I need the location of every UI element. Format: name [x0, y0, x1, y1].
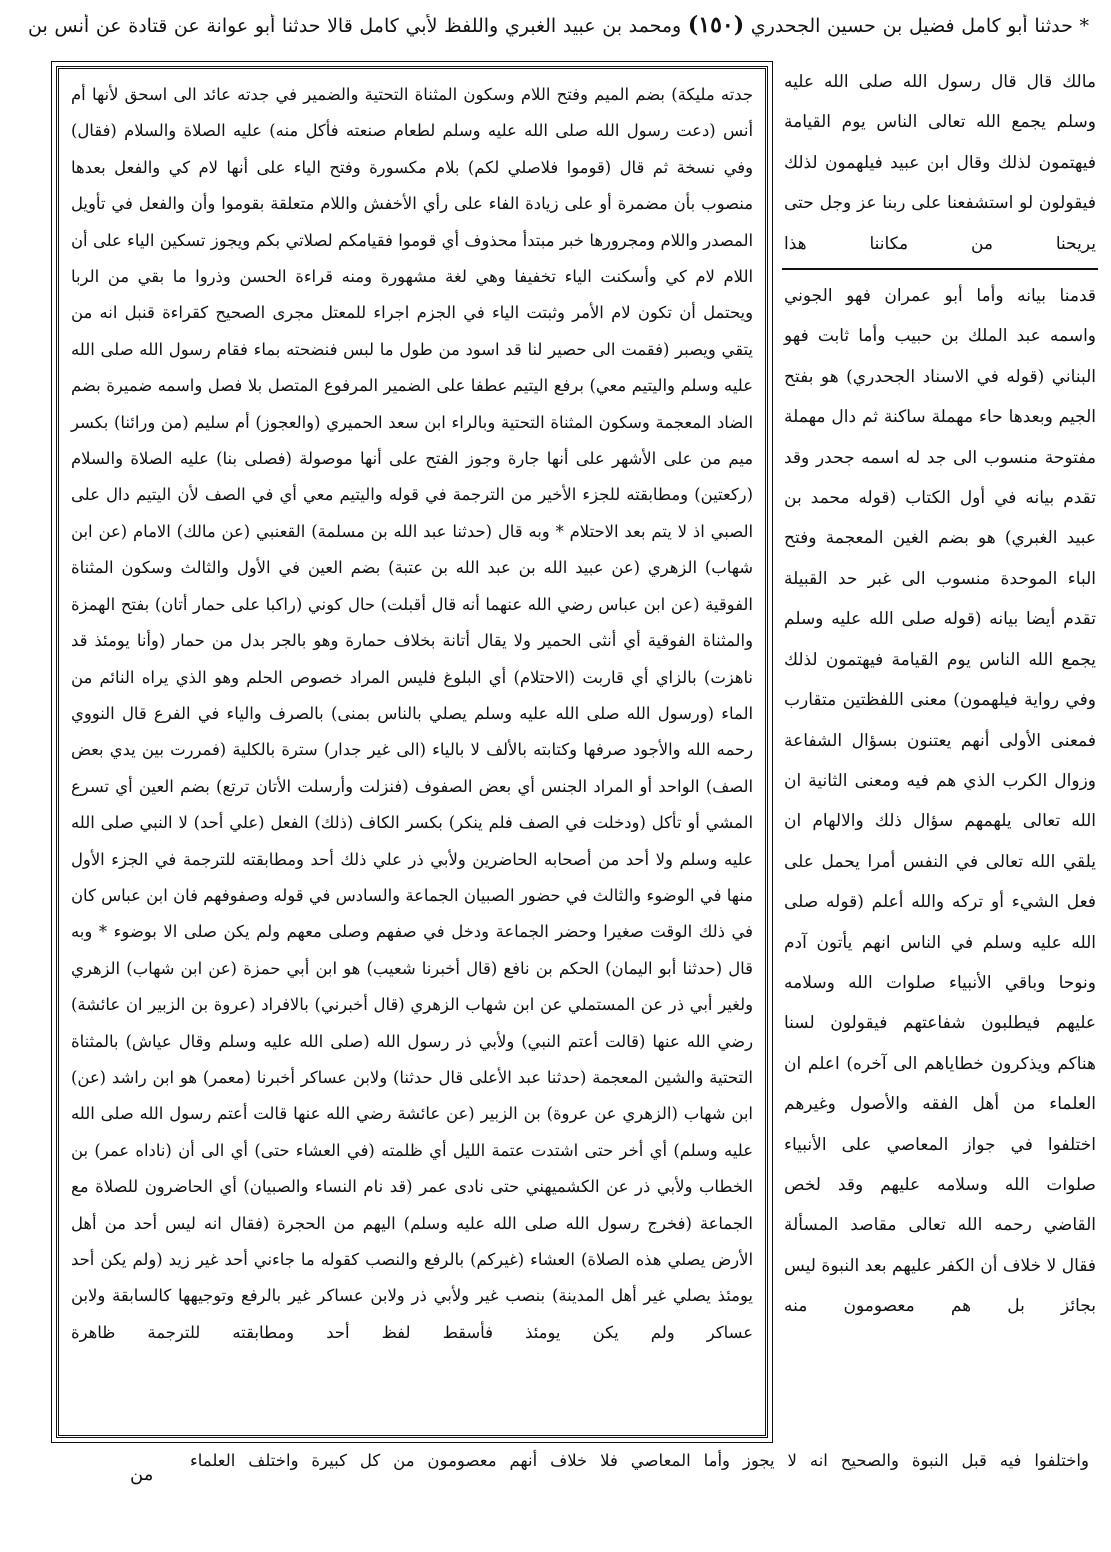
- main-text-frame: [56, 66, 768, 1438]
- margin-column: [780, 62, 1100, 1468]
- margin-hadith-text: مالك قال قال رسول الله صلى الله عليه وسلم يجمع الله تعالى الناس يوم القيامة فيهتمون لذلك وقال ابن عبيد فيلهمون لذلك فيقولون لو استشفعنا على ربنا عز وجل حتى يريحنا من مكاننا هذا: [784, 72, 1096, 254]
- margin-divider: [782, 268, 1098, 270]
- header-text-right: * حدثنا أبو كامل فضيل بن حسين الجحدري: [750, 15, 1089, 37]
- header-text-left: ومحمد بن عبيد الغبري واللفظ لأبي كامل قالا حدثنا أبو عوانة عن قتادة عن أنس بن: [28, 15, 682, 37]
- page-header: [28, 14, 1089, 58]
- page-number: (١٥٠): [687, 14, 745, 38]
- margin-commentary: قدمنا بيانه وأما أبو عمران فهو الجوني واسمه عبد الملك بن حبيب وأما ثابت فهو البناني (قوله في الاسناد الجحدري) هو بفتح الجيم وبعدها حاء مهملة ساكنة ثم دال مهملة مفتوحة منسوب الى جد له اسمه جحدر وقد تقدم بيانه في أول الكتاب (قوله محمد بن عبيد الغبري) هو بضم الغين المعجمة وفتح الباء الموحدة منسوب الى غبر حد القبيلة تقدم أيضا بيانه (قوله صلى الله عليه وسلم يجمع الله الناس يوم القيامة فيهتمون لذلك وفي رواية فيلهمون) معنى اللفظتين متقارب فمعنى الأولى أنهم يعتنون بسؤال الشفاعة وزوال الكرب الذي هم فيه ومعنى الثانية ان الله تعالى يلهمهم سؤال ذلك والالهام ان يلقي الله تعالى في النفس أمرا يحمل على فعل الشيء أو تركه والله أعلم (قوله صلى الله عليه وسلم في الناس انهم يأتون آدم ونوحا وباقي الأنبياء صلوات الله وسلامه عليهم فيطلبون شفاعتهم فيقولون لسنا هناكم ويذكرون خطاياهم الى آخره) اعلم ان العلماء من أهل الفقه والأصول وغيرهم اختلفوا في جواز المعاصي على الأنبياء صلوات الله وسلامه عليهم وقد لخص القاضي رحمه الله تعالى مقاصد المسألة فقال لا خلاف أن الكفر عليهم بعد النبوة ليس بجائز بل هم معصومون منه: [784, 286, 1096, 1317]
- footer-text: واختلفوا فيه قبل النبوة والصحيح انه لا يجوز وأما المعاصي فلا خلاف أنهم معصومون من كل كبيرة واختلف العلماء: [190, 1451, 1089, 1470]
- catchword: [130, 1460, 153, 1490]
- main-commentary: [59, 69, 765, 1351]
- commentary-text: جدته مليكة) بضم الميم وفتح اللام وسكون المثناة التحتية والضمير في جدته عائد الى اسحق لأنها أم أنس (دعت رسول الله صلى الله عليه وسلم لطعام صنعته فأكل منه) عليه الصلاة والسلام (فقال) وفي نسخة ثم قال (قوموا فلاصلي لكم) بلام مكسورة وفتح الياء على أنها لام كي والفعل بعدها منصوب بأن مضمرة أو على زيادة الفاء على رأي الأخفش واللام متعلقة بقوموا وأن والفعل في تأويل المصدر واللام ومجرورها خبر مبتدأ محذوف أي قوموا فقيامكم لصلاتي بكم ويجوز تسكين الياء على أن اللام لام كي وأسكنت الياء تخفيفا وهي لغة مشهورة ومنه قراءة الحسن وذروا ما بقي من الربا ويحتمل أن تكون لام الأمر وثبتت الياء في الجزم اجراء للمعتل مجرى الصحيح كقراءة قنبل انه من يتقي ويصبر (فقمت الى حصير لنا قد اسود من طول ما لبس فنضحته بماء فقام رسول الله صلى الله عليه وسلم واليتيم معي) برفع اليتيم عطفا على الضمير المرفوع المتصل بلا فصل واسمه ضميرة بضم الضاد المعجمة وسكون المثناة التحتية وبالراء ابن سعد الحميري (والعجوز) أم سليم (من ورائنا) بكسر ميم من على الأشهر على أنها جارة وجوز الفتح على أنها موصولة (فصلى بنا) عليه الصلاة والسلام (ركعتين) ومطابقته للجزء الأخير من الترجمة في قوله واليتيم معي أي في الصف لأن اليتيم دال على الصبي اذ لا يتم بعد الاحتلام * وبه قال (حدثنا عبد الله بن مسلمة) القعنبي (عن مالك) الامام (عن ابن شهاب) الزهري (عن عبيد الله بن عبد الله بن عتبة) بضم العين في الأول والثالث وسكون المثناة الفوقية (عن ابن عباس رضي الله عنهما أنه قال أقبلت) حال كوني (راكبا على حمار أتان) بفتح الهمزة والمثناة الفوقية أي أنثى الحمير ولا يقال أتانة بخلاف حمارة وهو بالجر بدل من حمار (وأنا يومئذ قد ناهزت) بالزاي أي قاربت (الاحتلام) أي البلوغ فليس المراد خصوص الحلم وهو الذي يراه النائم من الماء (ورسول الله صلى الله عليه وسلم يصلي بالناس بمنى) بالصرف والياء في الفرع قال النووي رحمه الله والأجود صرفها وكتابته بالألف لا بالياء (الى غير جدار) سترة بالكلية (فمررت بين يدي بعض الصف) الواحد أو المراد الجنس أي بعض الصفوف (فنزلت وأرسلت الأتان ترتع) بضم العين أي تسرع المشي أو تأكل (ودخلت في الصف فلم ينكر) بكسر الكاف (ذلك) الفعل (علي أحد) لا النبي صلى الله عليه وسلم ولا أحد من أصحابه الحاضرين ولأبي ذر علي ذلك أحد ومطابقته للترجمة في الجزء الأول منها في الوضوء والثالث في حضور الصبيان الجماعة والسادس في قوله وصفوفهم فان ابن عباس كان في ذلك الوقت صغيرا وحضر الجماعة ودخل في صفهم وصلى معهم ولم يكن صلى الا بوضوء * وبه قال (حدثنا أبو اليمان) الحكم بن نافع (قال أخبرنا شعيب) هو ابن أبي حمزة (عن ابن شهاب) الزهري ولغير أبي ذر عن المستملي عن ابن شهاب الزهري (قال أخبرني) بالافراد (عروة بن الزبير ان عائشة) رضي الله عنها (قالت أعتم النبي) ولأبي ذر رسول الله (صلى الله عليه وسلم وقال عياش) بالمثناة التحتية والشين المعجمة (حدثنا عبد الأعلى قال حدثنا) ولابن عساكر أخبرنا (معمر) هو ابن راشد (عن) ابن شهاب (الزهري عن عروة) بن الزبير (عن عائشة رضي الله عنها قالت أعتم رسول الله صلى الله عليه وسلم) أي أخر حتى اشتدت عتمة الليل أي ظلمته (في العشاء حتى) أي الى أن (ناداه عمر) بن الخطاب ولأبي ذر عن الكشميهني حتى نادى عمر (قد نام النساء والصبيان) أي الحاضرون للصلاة مع الجماعة (فخرج رسول الله صلى الله عليه وسلم) اليهم من الحجرة (فقال انه ليس أحد من أهل الأرض يصلي هذه الصلاة) العشاء (غيركم) بالرفع والنصب كقوله ما جاءني أحد غير زيد (ولم يكن أحد يومئذ يصلي غير أهل المدينة) بنصب غير ولأبي ذر ولابن عساكر غير بالرفع وتوجيهها كالسابقة ولابن عساكر ولم يكن يومئذ فأسقط لفظ أحد ومطابقته للترجمة ظاهرة: [71, 85, 753, 1342]
- catchword-text: من: [130, 1464, 154, 1485]
